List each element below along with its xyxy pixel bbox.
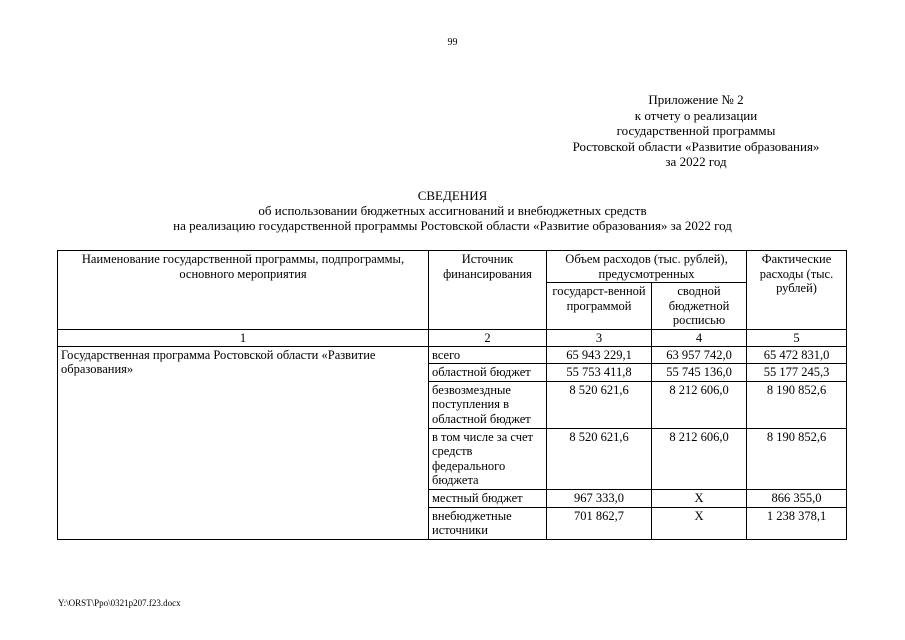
program-name-cell: Государственная программа Ростовской области «Развитие образования» — [58, 346, 429, 539]
budget-value-cell: 63 957 742,0 — [652, 346, 747, 364]
document-heading — [0, 188, 905, 233]
column-number: 1 — [58, 329, 429, 346]
source-cell: в том числе за счет средств федерального бюджета — [429, 428, 547, 489]
program-value-cell: 701 862,7 — [547, 507, 652, 539]
budget-value-cell: Х — [652, 507, 747, 539]
header-volume-program: государст-венной программой — [547, 283, 652, 330]
column-number: 4 — [652, 329, 747, 346]
column-number: 2 — [429, 329, 547, 346]
budget-value-cell: 55 745 136,0 — [652, 364, 747, 382]
program-value-cell: 65 943 229,1 — [547, 346, 652, 364]
appendix-line: Приложение № 2 — [648, 92, 744, 107]
source-cell: областной бюджет — [429, 364, 547, 382]
column-number: 3 — [547, 329, 652, 346]
header-volume-budget: сводной бюджетной росписью — [652, 283, 747, 330]
document-title: СВЕДЕНИЯ — [417, 188, 488, 203]
header-name: Наименование государственной программы, подпрограммы, основного мероприятия — [58, 251, 429, 330]
budget-table — [57, 250, 847, 540]
appendix-line: государственной программы — [616, 123, 776, 138]
actual-value-cell: 55 177 245,3 — [747, 364, 847, 382]
header-volume: Объем расходов (тыс. рублей), предусмотренных — [547, 251, 747, 283]
page-number: 99 — [447, 37, 458, 48]
program-value-cell: 967 333,0 — [547, 489, 652, 507]
document-subtitle-line2: на реализацию государственной программы Ростовской области «Развитие образования» за 2022 год — [173, 218, 732, 233]
budget-value-cell: Х — [652, 489, 747, 507]
source-cell: внебюджетные источники — [429, 507, 547, 539]
header-actual: Фактические расходы (тыс. рублей) — [747, 251, 847, 330]
actual-value-cell: 866 355,0 — [747, 489, 847, 507]
appendix-line: к отчету о реализации — [634, 107, 758, 123]
actual-value-cell: 1 238 378,1 — [747, 507, 847, 539]
file-path-footer: Y:\ORST\Ppo\0321p207.f23.docx — [58, 598, 181, 608]
source-cell: местный бюджет — [429, 489, 547, 507]
budget-value-cell: 8 212 606,0 — [652, 381, 747, 428]
source-cell: безвозмездные поступления в областной бюджет — [429, 381, 547, 428]
program-value-cell: 55 753 411,8 — [547, 364, 652, 382]
source-cell: всего — [429, 346, 547, 364]
appendix-block — [520, 92, 872, 170]
document-subtitle-line1: об использовании бюджетных ассигнований и внебюджетных средств — [258, 203, 647, 218]
program-value-cell: 8 520 621,6 — [547, 381, 652, 428]
actual-value-cell: 8 190 852,6 — [747, 381, 847, 428]
table-row — [58, 346, 847, 364]
program-value-cell: 8 520 621,6 — [547, 428, 652, 489]
actual-value-cell: 65 472 831,0 — [747, 346, 847, 364]
column-number-row — [58, 329, 847, 346]
column-number: 5 — [747, 329, 847, 346]
appendix-line: Ростовской области «Развитие образования» — [572, 138, 820, 154]
header-source: Источник финансирования — [429, 251, 547, 330]
budget-value-cell: 8 212 606,0 — [652, 428, 747, 489]
appendix-line: за 2022 год — [665, 154, 727, 169]
actual-value-cell: 8 190 852,6 — [747, 428, 847, 489]
